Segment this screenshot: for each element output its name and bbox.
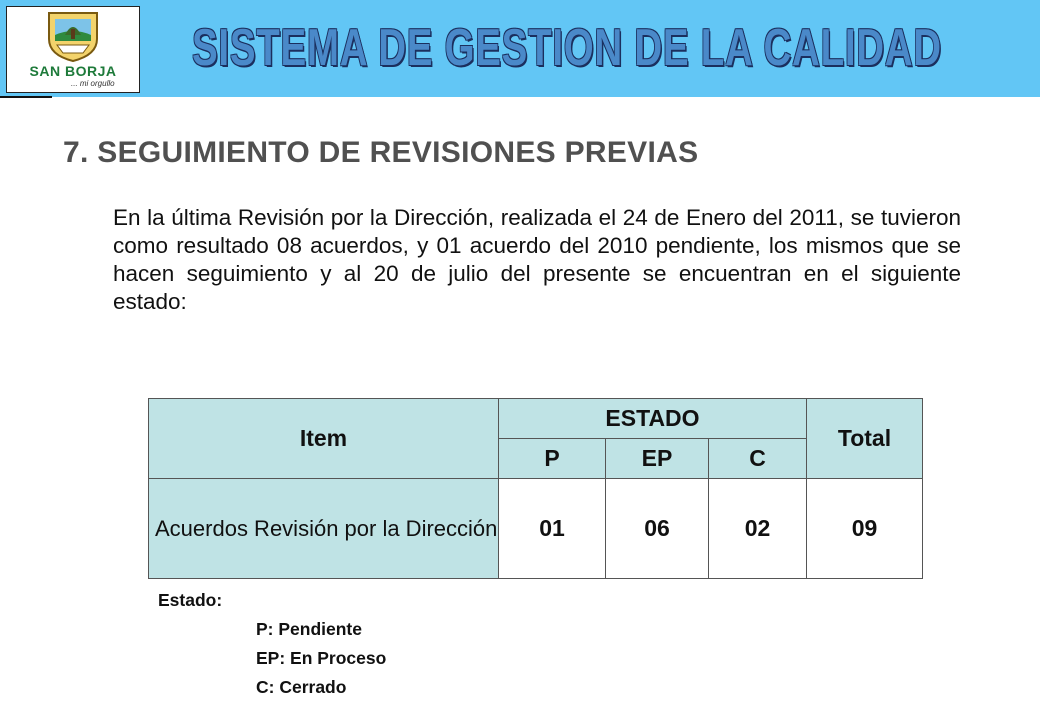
cell-total: 09 (807, 479, 923, 579)
coat-of-arms-icon (43, 9, 103, 63)
legend-title: Estado: (158, 590, 223, 610)
table-row (149, 479, 923, 579)
municipality-logo (6, 6, 140, 93)
body-paragraph: En la última Revisión por la Dirección, realizada el 24 de Enero del 2011, se tuvieron como resultado 08 acuerdos, y 01 acuerdo del 2010 pendiente, los mismos que se hacen seguimiento y al 20 de julio del presente se encuentran en el siguiente estado: (113, 205, 961, 314)
legend-item-pendiente: P: Pendiente (256, 619, 362, 639)
header-estado: ESTADO (499, 399, 807, 439)
cell-ep: 06 (606, 479, 709, 579)
subheader-c: C (709, 439, 807, 479)
cell-c: 02 (709, 479, 807, 579)
section-heading: 7. SEGUIMIENTO DE REVISIONES PREVIAS (63, 136, 699, 169)
logo-tagline: ... mi orgullo (71, 79, 115, 88)
header-total: Total (807, 399, 923, 479)
header-item: Item (149, 399, 499, 479)
subheader-ep: EP (606, 439, 709, 479)
row-label: Acuerdos Revisión por la Dirección (149, 479, 499, 579)
subheader-p: P (499, 439, 606, 479)
logo-name: SAN BORJA (29, 63, 117, 79)
cell-p: 01 (499, 479, 606, 579)
legend-item-en-proceso: EP: En Proceso (256, 648, 387, 668)
system-title: SISTEMA DE GESTION DE LA CALIDAD (192, 19, 942, 77)
header-divider (0, 96, 52, 98)
legend-item-cerrado: C: Cerrado (256, 677, 347, 697)
status-table (148, 398, 923, 579)
